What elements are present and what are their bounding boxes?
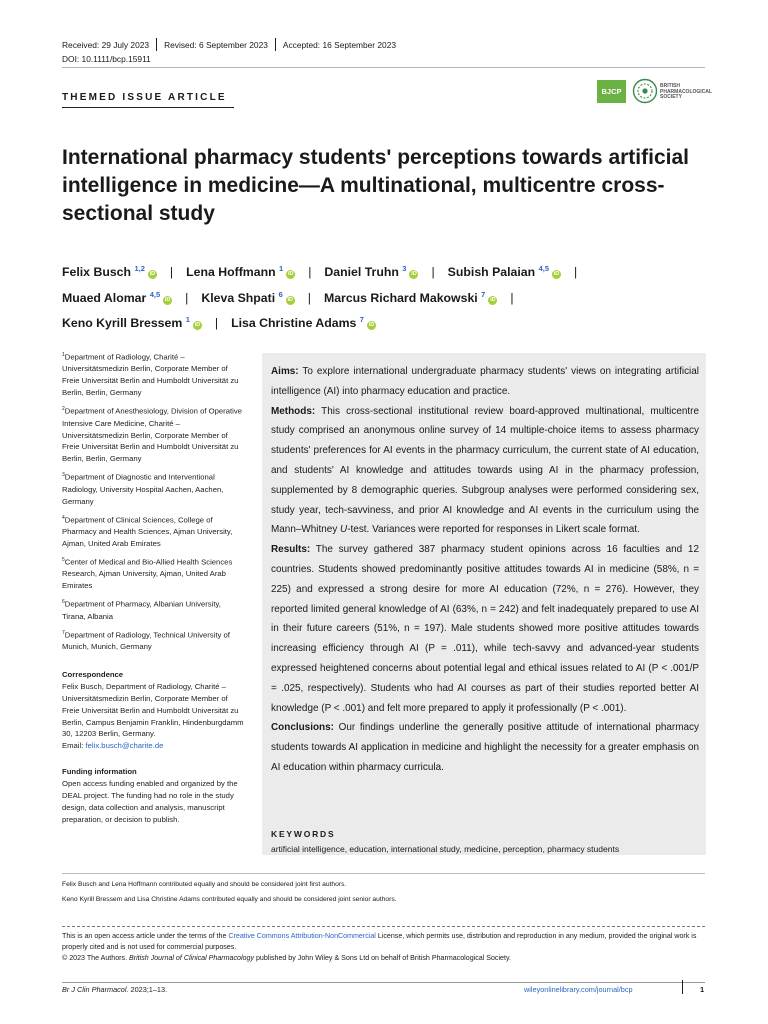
orcid-icon[interactable]: iD [368,322,375,329]
orcid-icon[interactable]: iD [149,271,156,278]
affiliation: $^2$Department of Anesthesiology, Division of Operative Intensive Care Medicine, Charité – Universitätsmedizin Berlin, Corporate Member of Freie Universität Berlin and Humboldt Universität zu Berlin, Berlin, Germany [62,406,242,464]
journal-website-link[interactable]: wileyonlinelibrary.com/journal/bcp [524,985,633,994]
correspondence-text: Felix Busch, Department of Radiology, Charité – Universitätsmedizin Berlin, Corporate Member of Freie Universität Berlin and Humboldt Universität zu Berlin, Campus Benjamin Franklin, Hindenburgdamm 30, 12203 Berlin, Germany. [62,681,244,739]
header-divider [62,67,705,68]
footnote-first-authors: Felix Busch and Lena Hoffmann contributed equally and should be considered joint first authors. [62,881,347,888]
bjcp-logo[interactable]: BJCP [597,80,626,103]
abstract-box [262,353,706,855]
correspondence-heading: Correspondence [62,669,124,679]
publication-dates [62,38,403,51]
accepted-date: Accepted: 16 September 2023 [282,39,397,50]
abstract-results: Results: The survey gathered 387 pharmacy student opinions across 16 faculties and 12 countries. Students showed predominantly positive attitudes towards AI in medicine (58%, n = 225) and expressed a strong desire for more AI education (72%, n = 276). However, they reported limited general knowledge of AI (63%, n = 242) and felt inadequately prepared to use AI in their future careers (51%, n = 197). Male students showed more positive attitudes towards increasing efficiency through AI (P = .011), while tech-savvy and advanced-year students expressed heightened concerns about potential legal and ethical issues related to AI (P < .001/P = .025, respectively). Students who had AI courses as part of their studies reported better AI knowledge (P < .001) and felt more prepared to apply it professionally (P < .001). [271,544,699,714]
affiliation: $^6$Department of Pharmacy, Albanian University, Tirana, Albania [62,599,221,621]
cc-license-link[interactable]: Creative Commons Attribution-NonCommercial [228,932,376,940]
orcid-icon[interactable]: iD [287,271,294,278]
bps-logo-text: BRITISH PHARMACOLOGICAL SOCIETY [660,83,712,101]
author[interactable]: Kleva Shpati $^6$iD [201,289,293,305]
orcid-icon[interactable]: iD [164,296,171,303]
author[interactable]: Lisa Christine Adams $^7$iD [231,315,375,331]
keywords-heading: KEYWORDS [271,829,336,839]
affiliation: $^7$Department of Radiology, Technical University of Munich, Munich, Germany [62,629,230,651]
abstract-methods: Methods: This cross-sectional institutional review board-approved multinational, multicentre study comprised an anonymous online survey of 14 multiple-choice items to assess pharmacy students' preferences for AI events in the pharmacy curriculum, the current state of AI education, and students' AI knowledge and attitudes towards using AI in the pharmacy profession, supplemented by 8 demographic queries. Subgroup analyses were performed considering sex, study year, tech-savviness, and prior AI knowledge and AI events in the curriculum using the Mann–Whitney U-test. Variances were reported for responses in Likert scale format. [271,405,699,536]
orcid-icon[interactable]: iD [553,271,560,278]
article-type: THEMED ISSUE ARTICLE [62,92,227,103]
keywords: artificial intelligence, education, international study, medicine, perception, pharmacy students [271,844,620,854]
email-link[interactable]: felix.busch@charite.de [85,741,164,751]
funding-heading: Funding information [62,767,137,777]
author[interactable]: Lena Hoffmann $^1$iD [186,264,294,280]
article-title: International pharmacy students' perceptions towards artificial intelligence in medicine—A multinational, multicentre cross-sectional study [62,146,689,225]
article-type-underline [62,107,234,108]
affiliation: $^4$Department of Clinical Sciences, College of Pharmacy and Health Sciences, Ajman University, Ajman, United Arab Emirates [62,514,233,548]
footnote-senior-authors: Keno Kyrill Bressem and Lisa Christine Adams contributed equally and should be considered joint senior authors. [62,896,397,903]
page-number-separator [682,980,683,994]
affiliation: $^5$Center of Medical and Bio-Allied Health Sciences Research, Ajman University, Ajman, United Arab Emirates [62,556,233,591]
license-divider [62,926,705,927]
affiliation: $^3$Department of Diagnostic and Interventional Radiology, University Hospital Aachen, Aachen, Germany [62,472,224,506]
page-number: 1 [700,985,705,994]
bps-logo-icon [632,78,658,104]
affiliation: $^1$Department of Radiology, Charité – Universitätsmedizin Berlin, Corporate Member of Freie Universität Berlin and Humboldt Universität zu Berlin, Berlin, Germany [62,352,239,398]
abstract-body [271,362,699,778]
abstract-aims: Aims: To explore international undergraduate pharmacy students' views on integrating artificial intelligence (AI) into pharmacy education and practice. [271,366,699,397]
footnote-divider [62,873,705,874]
author[interactable]: Muaed Alomar $^{4,5}$iD [62,289,171,305]
doi: DOI: 10.1111/bcp.15911 [62,54,151,64]
orcid-icon[interactable]: iD [287,296,293,303]
funding-text: Open access funding enabled and organized by the DEAL project. The funding had no role in the study design, data collection and analysis, manuscript preparation, or decision to publish. [62,779,238,824]
author[interactable]: Subish Palaian $^{4,5}$iD [447,264,560,280]
orcid-icon[interactable]: iD [490,296,496,303]
footer-divider [62,982,705,983]
affiliations-column [62,350,244,826]
author[interactable]: Daniel Truhn $^3$iD [324,264,417,280]
revised-date: Revised: 6 September 2023 [164,39,268,50]
correspondence-email: Email: felix.busch@charite.de [62,741,164,751]
author[interactable]: Marcus Richard Makowski $^7$iD [323,289,496,305]
orcid-icon[interactable]: iD [411,271,417,278]
orcid-icon[interactable]: iD [194,322,201,329]
author[interactable]: Keno Kyrill Bressem $^1$iD [62,315,201,331]
received-date: Received: 29 July 2023 [62,39,150,50]
journal-citation: Br J Clin Pharmacol. 2023;1–13. [62,985,168,994]
abstract-conclusions: Conclusions: Our findings underline the generally positive attitude of international pharmacy students towards AI application in medicine and highlight the necessity for a greater emphasis on AI education within pharmacy curricula. [271,722,699,773]
author-list: Felix Busch $^{1,2}$iD | Lena Hoffmann $^1$iD | Daniel Truhn $^3$iD | Subish Palaian $^{4,5}$iD | Muaed Alomar $^{4,5}$iD | Kleva Shpati $^6$iD | Marcus Richard Makowski $^7$iD | Keno Kyrill Bressem $^1$iD | Lisa Christine Adams $^7$iD [62,264,578,331]
license-text: This is an open access article under the terms of the Creative Commons Attribution-NonCommercial License, which permits use, distribution and reproduction in any medium, provided the original work is properly cited and is not used for commercial purposes. © 2023 The Authors. British Journal of Clinical Pharmacology published by John Wiley & Sons Ltd on behalf of British Pharmacological Society. [62,932,697,962]
author[interactable]: Felix Busch $^{1,2}$iD [62,264,156,280]
